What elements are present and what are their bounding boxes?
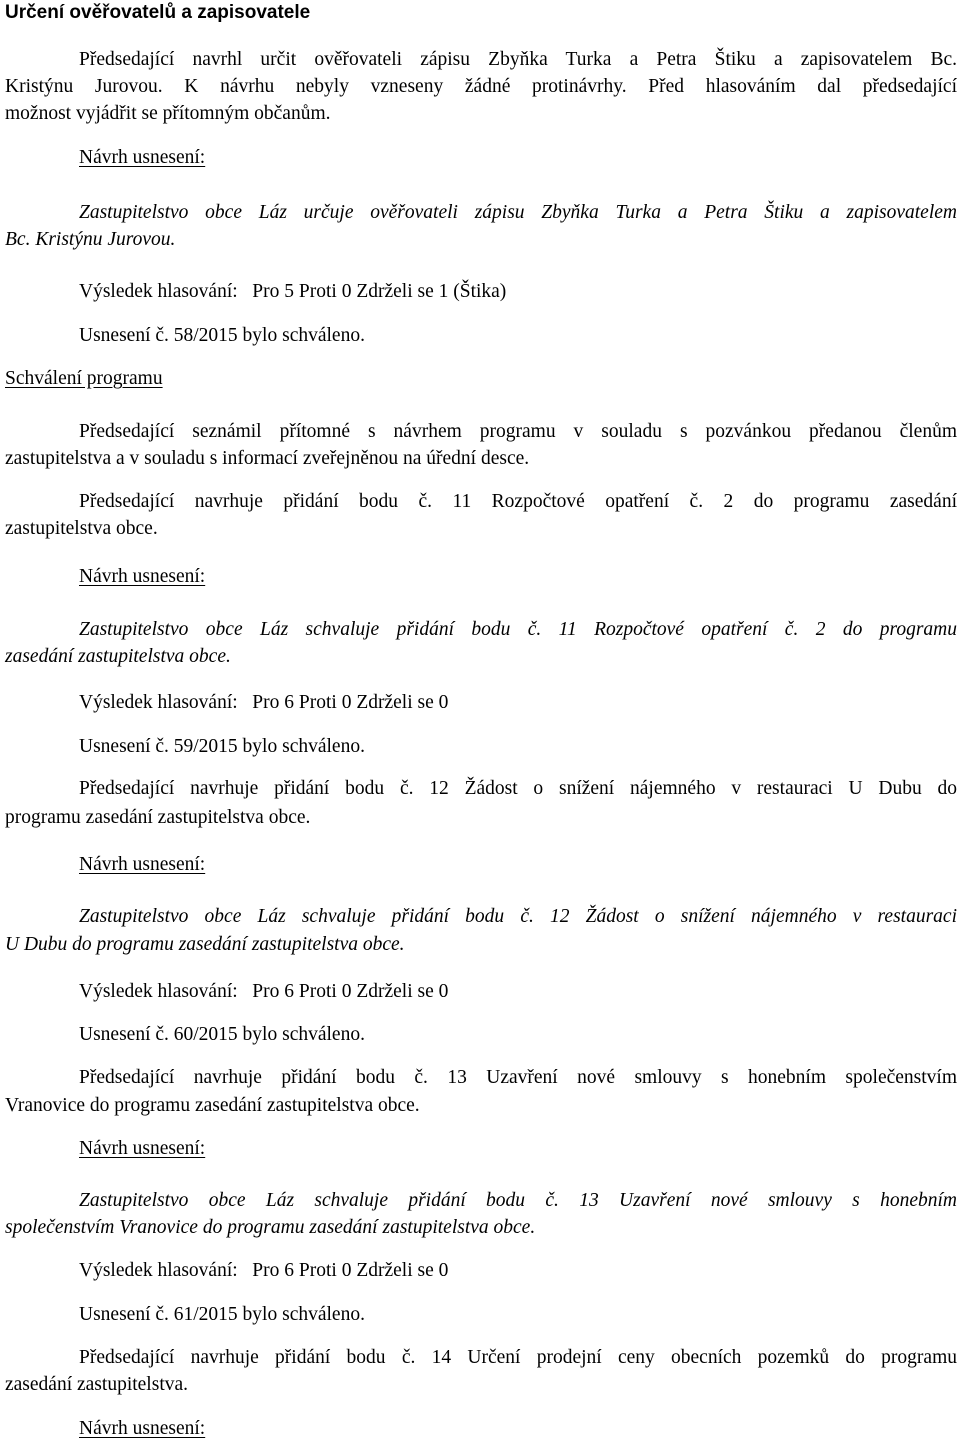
- resolution-text-line: Zastupitelstvo obce Láz určuje ověřovateli zápisu Zbyňka Turka a Petra Štiku a zapisovatelem: [79, 202, 957, 223]
- resolution-approved: Usnesení č. 61/2015 bylo schváleno.: [79, 1304, 365, 1325]
- proposal-line: Předsedající navrhuje přidání bodu č. 14 Určení prodejní ceny obecních pozemků do programu: [79, 1347, 957, 1368]
- proposal-line: Předsedající navrhuje přidání bodu č. 11 Rozpočtové opatření č. 2 do programu zasedání: [79, 491, 957, 512]
- resolution-text-line: U Dubu do programu zasedání zastupitelstva obce.: [5, 934, 405, 955]
- resolution-approved: Usnesení č. 60/2015 bylo schváleno.: [79, 1024, 365, 1045]
- section-heading-program: Schválení programu: [5, 368, 163, 389]
- proposal-line: Předsedající navrhuje přidání bodu č. 12 Žádost o snížení nájemného v restauraci U Dubu do: [79, 778, 957, 799]
- paragraph-line: možnost vyjádřit se přítomným občanům.: [5, 103, 331, 124]
- proposal-line: zasedání zastupitelstva.: [5, 1374, 189, 1395]
- resolution-text-line: Bc. Kristýnu Jurovou.: [5, 229, 176, 250]
- resolution-proposal-label: Návrh usnesení:: [79, 1138, 206, 1159]
- proposal-line: programu zasedání zastupitelstva obce.: [5, 807, 311, 828]
- section-heading-verifiers: Určení ověřovatelů a zapisovatele: [5, 2, 311, 23]
- paragraph-line: Předsedající navrhl určit ověřovateli zápisu Zbyňka Turka a Petra Štiku a zapisovatelem Bc.: [79, 49, 957, 70]
- resolution-text-line: zasedání zastupitelstva obce.: [5, 646, 231, 667]
- proposal-line: zastupitelstva obce.: [5, 518, 158, 539]
- resolution-proposal-label: Návrh usnesení:: [79, 854, 206, 875]
- paragraph-line: zastupitelstva a v souladu s informací zveřejněnou na úřední desce.: [5, 448, 530, 469]
- vote-result: Výsledek hlasování: Pro 5 Proti 0 Zdrželi se 1 (Štika): [79, 281, 507, 302]
- resolution-proposal-label: Návrh usnesení:: [79, 147, 206, 168]
- vote-result: Výsledek hlasování: Pro 6 Proti 0 Zdrželi se 0: [79, 981, 449, 1002]
- vote-result: Výsledek hlasování: Pro 6 Proti 0 Zdrželi se 0: [79, 692, 449, 713]
- paragraph-line: Kristýnu Jurovou. K návrhu nebyly vzneseny žádné protinávrhy. Před hlasováním dal předsedající: [5, 76, 957, 97]
- resolution-approved: Usnesení č. 59/2015 bylo schváleno.: [79, 736, 365, 757]
- proposal-line: Vranovice do programu zasedání zastupitelstva obce.: [5, 1095, 420, 1116]
- resolution-proposal-label: Návrh usnesení:: [79, 1418, 206, 1439]
- resolution-text-line: společenstvím Vranovice do programu zasedání zastupitelstva obce.: [5, 1217, 536, 1238]
- vote-result: Výsledek hlasování: Pro 6 Proti 0 Zdrželi se 0: [79, 1260, 449, 1281]
- proposal-line: Předsedající navrhuje přidání bodu č. 13 Uzavření nové smlouvy s honebním společenstvím: [79, 1067, 957, 1088]
- resolution-text-line: Zastupitelstvo obce Láz schvaluje přidání bodu č. 12 Žádost o snížení nájemného v restauraci: [79, 906, 957, 927]
- resolution-text-line: Zastupitelstvo obce Láz schvaluje přidání bodu č. 11 Rozpočtové opatření č. 2 do programu: [79, 619, 957, 640]
- resolution-approved: Usnesení č. 58/2015 bylo schváleno.: [79, 325, 365, 346]
- resolution-text-line: Zastupitelstvo obce Láz schvaluje přidání bodu č. 13 Uzavření nové smlouvy s honebním: [79, 1190, 957, 1211]
- paragraph-line: Předsedající seznámil přítomné s návrhem programu v souladu s pozvánkou předanou členům: [79, 421, 957, 442]
- resolution-proposal-label: Návrh usnesení:: [79, 566, 206, 587]
